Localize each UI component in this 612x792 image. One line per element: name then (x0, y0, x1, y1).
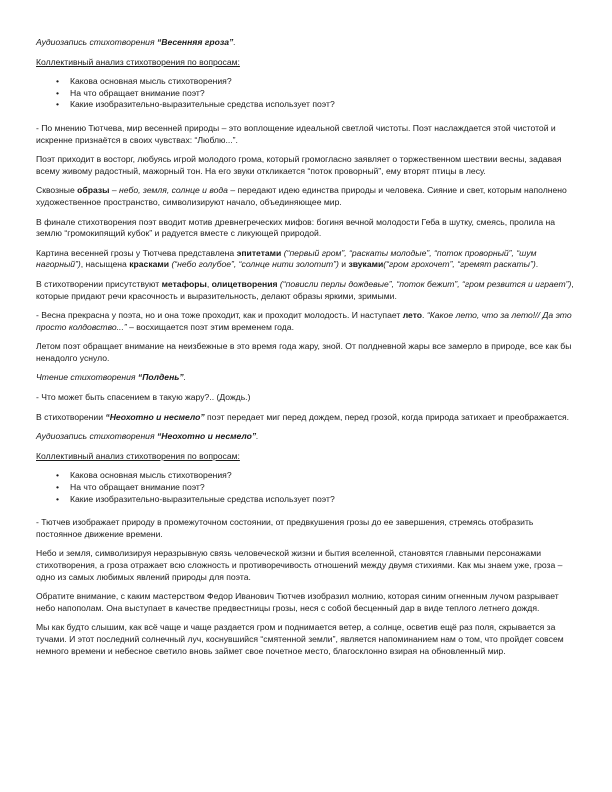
p6-text-c: , (206, 278, 212, 289)
p5-term-kraski: красками (129, 259, 170, 270)
p5-text-g: и (338, 259, 349, 270)
paragraph-11 (36, 412, 576, 424)
question-2-3: • Какие изобразительно-выразительные средства использует поэт? (70, 494, 576, 506)
audio-note-1 (36, 37, 576, 49)
p11-text-a: В стихотворении (36, 411, 106, 422)
question-list-1 (36, 76, 576, 111)
p3-text-a: Сквозные (36, 185, 78, 196)
p5-italic-i: (“гром грохочет”, “гремят раскаты”) (383, 259, 536, 270)
paragraph-12: - Тютчев изображает природу в промежуточном состоянии, от предвкушения грозы до ее завершения, стремясь отобразить постоянное движение времени. (36, 517, 534, 539)
audio-note-2-title: “Неохотно и несмело” (156, 431, 257, 442)
paragraph-15: Мы как будто слышим, как всё чаще и чаще раздается гром и поднимается ветер, а солнце, осветив ещё раз поля, скрывается за тучами. И этот последний солнечный луч, коснувшийся “смятенной земли”, является напоминанием нам о том, что пройдет совсем немного времени и небесное светило вновь займет свое почетное место, благосклонно взирая на обновленный мир. (36, 622, 564, 656)
reading-note (36, 372, 576, 384)
reading-note-suffix: . (183, 372, 187, 383)
audio-note-1-suffix: . (233, 37, 236, 47)
question-2-2: • На что обращает внимание поэт? (70, 482, 576, 494)
p5-italic-c: (“первый гром”, “раскаты молодые”, “поток проворный”, “шум нагорный”) (36, 247, 537, 270)
question-1-3: • Какие изобразительно-выразительные средства использует поэт? (70, 99, 576, 111)
p3-text-c: – (109, 185, 120, 196)
paragraph-3 (36, 185, 576, 208)
paragraph-13: Небо и земля, символизируя неразрывную связь человеческой жизни и бытия вселенной, становятся главными персонажами стихотворения, а гроза отражает всю сложность и противоречивость отношений между двумя стихиями. Как мы знаем уже, гроза – одно из самых любимых явлений природы для поэта. (36, 548, 563, 582)
paragraph-7 (36, 310, 576, 333)
p7-text-e: – восхищается поэт этим временем года. (126, 321, 294, 332)
p5-italic-f: (“небо голубое”, “солнце нити золотит”) (169, 259, 339, 270)
p6-italic-e: (“повисли перлы дождевые”, “поток бежит”, “гром резвится и играет”) (277, 278, 572, 289)
p6-term-metafory: метафоры (161, 278, 207, 289)
audio-note-2 (36, 431, 576, 443)
paragraph-4: В финале стихотворения поэт вводит мотив древнегреческих мифов: богиня вечной молодости Геба в шутку, смеясь, пролила на землю “громокипящий кубок” и радуется вместе с ликующей природой. (36, 216, 556, 239)
p5-text-a: Картина весенней грозы у Тютчева представлена (36, 247, 237, 258)
p11-title: “Неохотно и несмело” (105, 411, 205, 422)
p3-text-e: – передают идею единства природы и человека. Сияние и свет, которым наполнено художественное пространство, символизируют начало, объединяющее мир. (36, 185, 567, 207)
audio-note-1-title: “Весенняя гроза” (156, 37, 234, 47)
document-page (36, 37, 576, 665)
p11-text-c: поэт передает миг перед дождем, перед грозой, когда природа затихает и преображается. (204, 411, 570, 422)
paragraph-14: Обратите внимание, с каким мастерством Федор Иванович Тютчев изобразил молнию, которая синим огненным лучом разрывает небо напополам. Она выступает в качестве предвестницы грозы, неся с собой бесценный дар в виде теплого летнего дождя. (36, 591, 559, 613)
paragraph-6 (36, 279, 576, 302)
paragraph-2: Поэт приходит в восторг, любуясь игрой молодого грома, который громогласно заявляет о торжественном шествии весны, задавая всему живому радостный, мажорный тон. На его звуки откликается “поток проворный”, ему вторят птицы в лесу. (36, 154, 562, 176)
paragraph-8: Летом поэт обращает внимание на неизбежные в это время года жару, зной. От полдневной жары все замерло в природе, все как бы ненадолго уснуло. (36, 341, 572, 363)
reading-note-title: “Полдень” (137, 372, 184, 383)
question-1-1: • Какова основная мысль стихотворения? (70, 76, 576, 88)
p6-term-olicetvoreniya: олицетворения (211, 278, 278, 289)
question-list-2 (36, 470, 576, 505)
p7-text-c: . (422, 310, 427, 321)
paragraph-5 (36, 248, 576, 271)
p6-text-f: , которые придают речи красочность и выразительность, делают образы яркими, зримыми. (36, 278, 574, 301)
question-1-2: • На что обращает внимание поэт? (70, 88, 576, 100)
p5-text-j: . (535, 259, 539, 270)
audio-note-2-prefix: Аудиозапись стихотворения (36, 431, 157, 442)
p5-text-d: , насыщена (80, 259, 130, 270)
p3-italic: небо, земля, солнце и вода (119, 185, 228, 196)
audio-note-2-suffix: . (256, 431, 259, 442)
p7-term-leto: лето (402, 310, 423, 321)
question-2-1: • Какова основная мысль стихотворения? (70, 470, 576, 482)
paragraph-1: - По мнению Тютчева, мир весенней природы – это воплощение идеальной светлой чистоты. Поэт наслаждается этой чистотой и искренне признаётся в своих чувствах: “Люблю...”. (36, 122, 556, 145)
analysis-header-2: Коллективный анализ стихотворения по вопросам: (36, 450, 240, 461)
analysis-header-1: Коллективный анализ стихотворения по вопросам: (36, 56, 240, 67)
p7-italic-quote: “Какое лето, что за лето!// Да это просто колдовство...” (36, 310, 572, 332)
p5-term-epitety: эпитетами (236, 247, 282, 258)
p3-term-obrazy: образы (77, 185, 110, 196)
audio-note-1-prefix: Аудиозапись стихотворения (36, 37, 157, 47)
p6-text-a: В стихотворении присутствуют (36, 278, 162, 289)
p5-term-zvuki: звуками (348, 259, 384, 270)
p7-text-a: - Весна прекрасна у поэта, но и она тоже проходит, как и проходит молодость. И наступает (36, 310, 403, 321)
paragraph-10: - Что может быть спасением в такую жару?.. (Дождь.) (36, 392, 251, 403)
reading-note-prefix: Чтение стихотворения (36, 372, 138, 383)
